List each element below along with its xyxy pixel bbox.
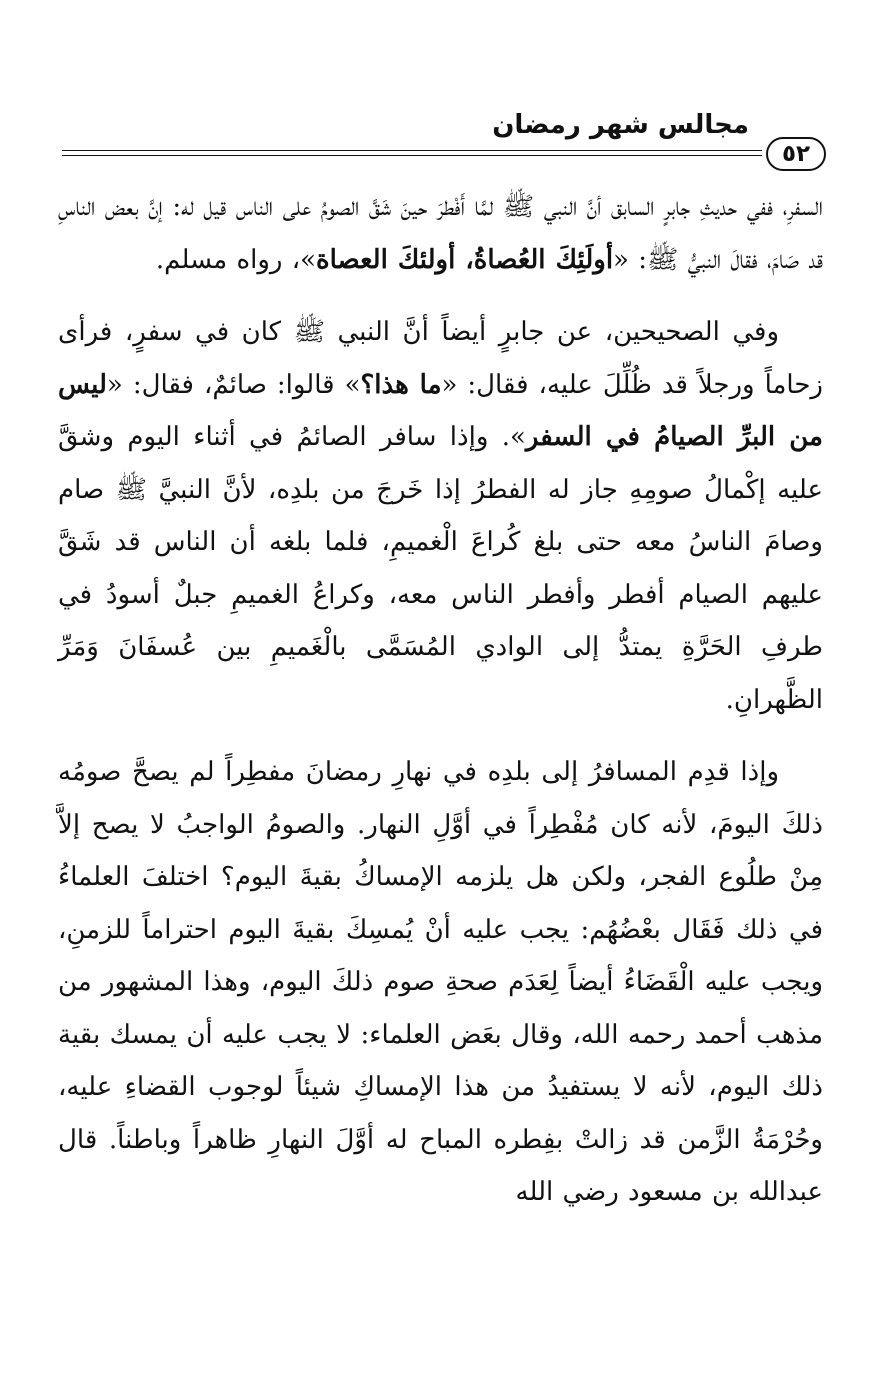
page-number-badge: ٥٢ [766,137,826,171]
paragraph [58,306,823,726]
running-header-title: مجالس شهر رمضان [492,110,749,140]
text-run: »، رواه مسلم. [155,244,317,275]
hadith-quote: ليس من البرِّ الصيامُ في السفر [58,369,823,452]
text-run: » قالوا: صائمٌ، فقال: « [106,369,361,400]
text-run: ». وإذا سافر الصائمُ في أثناء اليوم وشقَّ عليه إكْمالُ صومِهِ جاز له الفطرُ إذا خَرجَ من بلدِه، لأنَّ النبيَّ ﷺ صام وصامَ الناسُ معه حتى بلغ كُراعَ الْغميمِ، فلما بلغه أن الناس قد شَقَّ عليهم الصيام أفطر وأفطر الناس معه، وكراعُ الغميمِ جبلٌ أسودُ في طرفِ الحَرَّةِ يمتدُّ إلى الوادي المُسَمَّى بالْغَميمِ بين عُسفَانَ وَمَرِّ الظَّهرانِ. [58,422,823,715]
paragraph [58,746,823,1219]
page-body [58,181,823,1219]
text-run: وفي الصحيحين، عن جابرٍ أيضاً أنَّ النبي ﷺ كان في سفرٍ، فرأى زحاماً ورجلاً قد ظُلِّلَ عليه، فقال: « [58,317,823,400]
hadith-quote: ما هذا؟ [360,369,442,400]
paragraph [58,181,823,286]
header-rule-line [62,150,762,151]
header-rule-line [62,155,762,156]
text-run: السفرِ، ففي حديثِ جابرٍ السابق أنَّ النبي ﷺ لمَّا أَفْطرَ حينَ شَقَّ الصومُ على الناس قيل له: إنَّ بعض الناسِ قد صَامَ، فقالَ النبيُّ ﷺ: « [58,192,823,275]
text-run: وإذا قدِم المسافرُ إلى بلدِه في نهارِ رمضانَ مفطِراً لم يصحَّ صومُه ذلكَ اليومَ، لأنه كان مُفْطِراً في أوَّلِ النهار. والصومُ الواجبُ لا يصح إلاَّ مِنْ طلُوع الفجر، ولكن هل يلزمه الإمساكُ بقيةَ اليوم؟ اختلفَ العلماءُ في ذلك فَقَال بعْضُهُم: يجب عليه أنْ يُمسِكَ بقيةَ اليوم احتراماً للزمنِ، ويجب عليه الْقَضَاءُ أيضاً لِعَدَم صحةِ صوم ذلكَ اليوم، وهذا المشهور من مذهب أحمد رحمه الله، وقال بعَض العلماء: لا يجب عليه أن يمسك بقية ذلك اليوم، لأنه لا يستفيدُ من هذا الإمساكِ شيئاً لوجوب القضاءِ عليه، وحُرْمَةُ الزَّمن قد زالتْ بفِطره المباح له أوَّلَ النهارِ ظاهراً وباطناً. قال عبدالله بن مسعود رضي الله [58,757,823,1207]
hadith-quote: أولَئِكَ العُصاةُ، أولئكَ العصاة [316,244,614,275]
